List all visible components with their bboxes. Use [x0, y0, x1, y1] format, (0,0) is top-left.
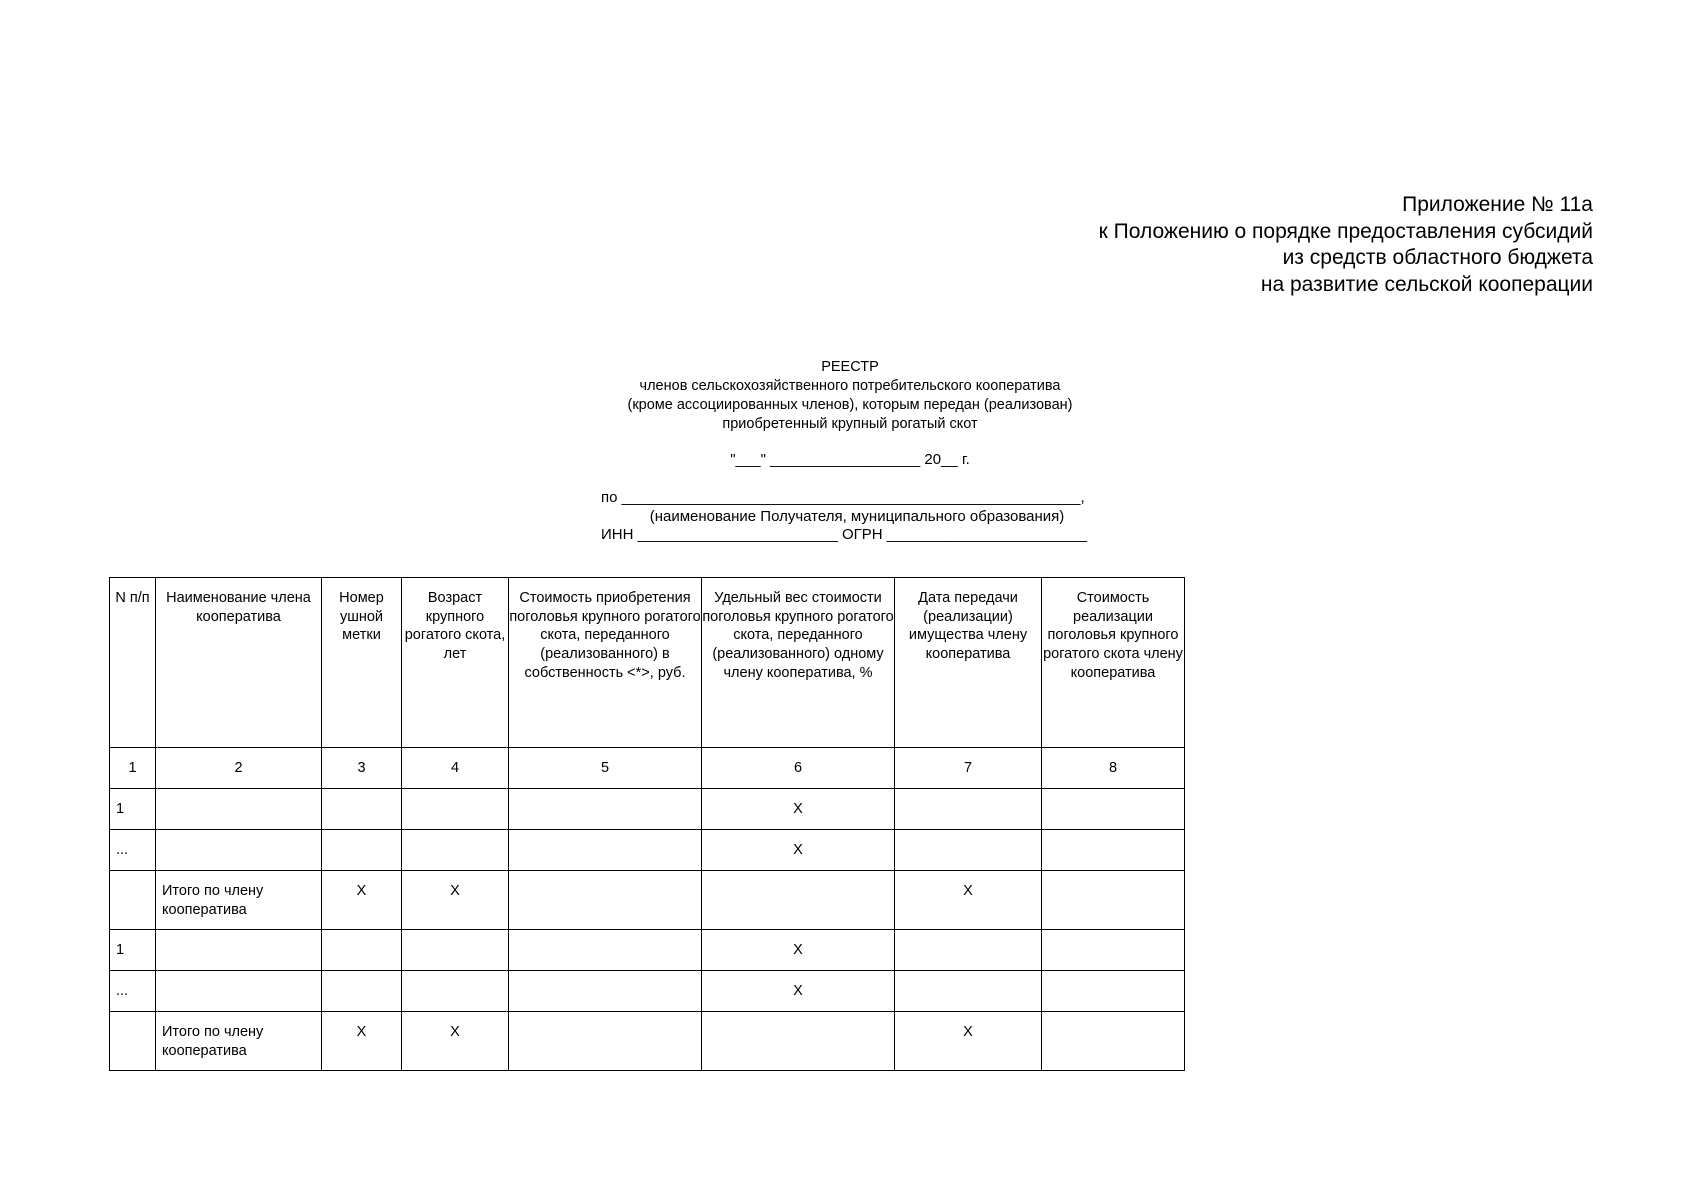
appendix-line-3: из средств областного бюджета: [1282, 246, 1593, 269]
column-number: 4: [402, 748, 509, 789]
table-cell: [509, 1012, 702, 1071]
table-cell: 1: [110, 930, 156, 971]
table-cell: [156, 971, 322, 1012]
table-cell: 1: [110, 789, 156, 830]
table-cell: [402, 930, 509, 971]
table-cell: [402, 971, 509, 1012]
table-header-row: [110, 578, 1185, 748]
column-number: 8: [1042, 748, 1185, 789]
table-cell: ...: [110, 971, 156, 1012]
title-line-1: РЕЕСТР: [821, 359, 879, 375]
table-cell: [509, 789, 702, 830]
table-cell: ...: [110, 830, 156, 871]
title-line-4: приобретенный крупный рогатый скот: [722, 416, 978, 432]
table-cell: [110, 1012, 156, 1071]
title-line-2: членов сельскохозяйственного потребительского кооператива: [639, 378, 1061, 394]
table-row: [110, 830, 1185, 871]
subtotal-label: Итого по члену кооператива: [156, 1012, 322, 1071]
table-cell: [509, 930, 702, 971]
table-cell: [895, 830, 1042, 871]
column-number: 2: [156, 748, 322, 789]
header-cell: N п/п: [110, 578, 156, 748]
subtotal-row: [110, 1012, 1185, 1071]
column-number: 1: [110, 748, 156, 789]
table-cell: X: [702, 789, 895, 830]
appendix-line-2: к Положению о порядке предоставления субсидий: [1098, 219, 1593, 243]
table-cell: [1042, 830, 1185, 871]
table-cell: X: [322, 1012, 402, 1071]
table-row: [110, 789, 1185, 830]
column-number: 3: [322, 748, 402, 789]
date-line: "___" __________________ 20__ г.: [730, 451, 970, 468]
header-cell: Удельный вес стоимости поголовья крупного рогатого скота, переданного (реализованного) одному члену кооператива, %: [702, 578, 895, 748]
table-cell: [895, 971, 1042, 1012]
table-cell: [156, 830, 322, 871]
appendix-reference: [1099, 192, 1593, 298]
table-cell: [895, 930, 1042, 971]
subtotal-label: Итого по члену кооператива: [156, 871, 322, 930]
table-cell: [322, 789, 402, 830]
table-cell: X: [702, 971, 895, 1012]
title-line-3: (кроме ассоциированных членов), которым передан (реализован): [627, 397, 1073, 413]
column-number: 6: [702, 748, 895, 789]
table-cell: X: [895, 871, 1042, 930]
appendix-line-1: Приложение № 11а: [1402, 193, 1593, 216]
table-row: [110, 930, 1185, 971]
table-cell: [322, 971, 402, 1012]
document-title: [560, 358, 1140, 434]
table-cell: [1042, 971, 1185, 1012]
table-cell: [702, 871, 895, 930]
header-cell: Номер ушной метки: [322, 578, 402, 748]
header-cell: Дата передачи (реализации) имущества члену кооператива: [895, 578, 1042, 748]
table-cell: [322, 930, 402, 971]
table-cell: X: [402, 871, 509, 930]
table-row: [110, 971, 1185, 1012]
appendix-line-4: на развитие сельской кооперации: [1260, 272, 1593, 296]
table-cell: X: [895, 1012, 1042, 1071]
table-cell: X: [402, 1012, 509, 1071]
table-cell: [110, 871, 156, 930]
table-cell: [402, 789, 509, 830]
registry-table: [109, 577, 1185, 1071]
table-cell: [402, 830, 509, 871]
header-cell: Стоимость реализации поголовья крупного рогатого скота члену кооператива: [1042, 578, 1185, 748]
table-cell: [702, 1012, 895, 1071]
table-cell: [322, 830, 402, 871]
table-cell: [1042, 930, 1185, 971]
column-number: 5: [509, 748, 702, 789]
inn-ogrn-line: ИНН ________________________ ОГРН ________________________: [601, 526, 1088, 543]
table-cell: [1042, 1012, 1185, 1071]
table-cell: [509, 971, 702, 1012]
table-cell: [1042, 789, 1185, 830]
header-cell: Возраст крупного рогатого скота, лет: [402, 578, 509, 748]
recipient-caption: (наименование Получателя, муниципального образования): [649, 507, 1065, 525]
table-cell: [156, 789, 322, 830]
recipient-line: по _______________________________________________________,: [601, 489, 1085, 506]
table-cell: [156, 930, 322, 971]
table-cell: [895, 789, 1042, 830]
table-cell: [509, 871, 702, 930]
subtotal-row: [110, 871, 1185, 930]
header-cell: Стоимость приобретения поголовья крупного рогатого скота, переданного (реализованного) в собственность <*>, руб.: [509, 578, 702, 748]
table-cell: X: [322, 871, 402, 930]
column-number-row: [110, 748, 1185, 789]
table-cell: [1042, 871, 1185, 930]
header-cell: Наименование члена кооператива: [156, 578, 322, 748]
recipient-block: [601, 489, 1113, 545]
column-number: 7: [895, 748, 1042, 789]
table-cell: X: [702, 830, 895, 871]
table-cell: [509, 830, 702, 871]
table-cell: X: [702, 930, 895, 971]
